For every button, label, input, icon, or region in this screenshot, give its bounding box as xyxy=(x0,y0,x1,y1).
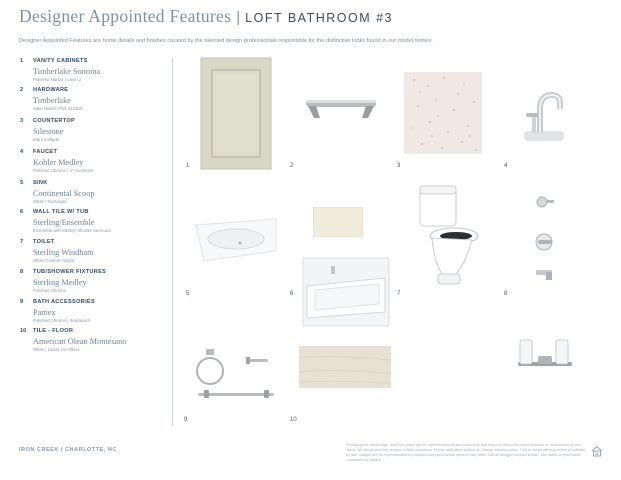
section-divider xyxy=(172,58,173,426)
feature-number: 2 xyxy=(20,87,24,93)
feature-brand: American Olean Montesano xyxy=(33,337,127,346)
feature-category: TOILET xyxy=(33,239,55,245)
product-number: 10 xyxy=(290,417,297,423)
feature-detail: White | Rectangle xyxy=(33,199,67,204)
feature-brand: Sterling/Ensemble xyxy=(33,218,95,227)
floor-tile-sample-image xyxy=(299,346,391,388)
countertop-sample-image xyxy=(404,72,482,154)
vanity-light-image xyxy=(514,336,576,376)
feature-detail: Polished Chrome | 4" Centerset xyxy=(33,168,94,173)
product-number: 2 xyxy=(290,163,294,169)
feature-number: 9 xyxy=(20,299,24,305)
footer-disclaimer: Photographs, renderings, and floor plans are for representational purposes only and may not reflect the exact features or dimensions of your home. All dimensions are subject to field conditions. Prices and offers subject to change without notice. This is not an offering where prohibited by law. Images are for representational purposes only and actual product may differ. Not all designs may be shown. See sales or price sales consultant for details. xyxy=(346,443,585,462)
product-number: 9 xyxy=(184,417,188,423)
feature-brand: Timberlake Sonoma xyxy=(33,67,101,76)
feature-category: TILE - FLOOR xyxy=(33,328,74,334)
wall-tile-sample-image xyxy=(313,207,363,237)
feature-number: 7 xyxy=(20,239,24,245)
title-separator: | xyxy=(236,9,241,26)
feature-category: TUB/SHOWER FIXTURES xyxy=(33,269,107,275)
feature-brand: Continental Scoop xyxy=(33,189,95,198)
feature-detail: Satin Nickel | Pull 42105N xyxy=(33,106,83,111)
feature-category: HARDWARE xyxy=(33,87,69,93)
feature-brand: Pamex xyxy=(33,308,56,317)
feature-detail: White Comfort Height xyxy=(33,258,75,263)
feature-brand: Silestone xyxy=(33,127,64,136)
hardware-pull-image xyxy=(300,94,382,124)
page-title: Designer Appointed Features xyxy=(19,6,232,26)
feature-category: FAUCET xyxy=(33,149,58,155)
feature-number: 5 xyxy=(20,180,24,186)
equal-housing-icon xyxy=(591,445,603,457)
feature-number: 1 xyxy=(20,58,24,64)
toilet-image xyxy=(412,182,482,292)
feature-category: BATH ACCESSORIES xyxy=(33,299,95,305)
product-number: 4 xyxy=(504,163,508,169)
feature-number: 8 xyxy=(20,269,24,275)
feature-number: 4 xyxy=(20,149,24,155)
product-number: 1 xyxy=(186,163,190,169)
product-number: 8 xyxy=(504,291,508,297)
footer-community: IRON CREEK | CHARLOTTE, NC xyxy=(19,447,117,453)
sink-image xyxy=(190,215,282,265)
feature-detail: White | 12x30 1/2 Offset xyxy=(33,347,79,352)
feature-detail: Polished Chrome | Sea Beach xyxy=(33,318,91,323)
bathtub-image xyxy=(301,256,391,328)
bath-accessories-image xyxy=(190,345,280,405)
product-number: 5 xyxy=(186,291,190,297)
feature-number: 10 xyxy=(20,328,27,334)
shower-fixtures-image xyxy=(530,192,560,284)
feature-number: 3 xyxy=(20,118,24,124)
feature-number: 6 xyxy=(20,209,24,215)
feature-brand: Sterling Windham xyxy=(33,248,94,257)
faucet-image xyxy=(516,79,571,147)
product-number: 7 xyxy=(397,291,401,297)
product-number: 3 xyxy=(397,163,401,169)
feature-category: WALL TILE W/ TUB xyxy=(33,209,89,215)
feature-brand: Kohler Medley xyxy=(33,158,84,167)
feature-detail: Polished Chrome xyxy=(33,288,66,293)
page-header xyxy=(19,6,393,32)
feature-category: COUNTERTOP xyxy=(33,118,76,124)
feature-category: VANITY CABINETS xyxy=(33,58,88,64)
page-description: Designer Appointed Features are home details and finishes curated by the talented design professionals responsible for the distinctive looks found in our model homes. xyxy=(19,38,433,44)
feature-brand: Timberlake xyxy=(33,96,71,105)
page-subtitle: LOFT BATHROOM #3 xyxy=(245,11,394,25)
feature-category: SINK xyxy=(33,180,48,186)
feature-brand: Sterling Medley xyxy=(33,278,87,287)
feature-detail: Ensemble with Medley Shower Surround xyxy=(33,228,111,233)
product-number: 6 xyxy=(290,291,294,297)
vanity-cabinet-image xyxy=(200,57,272,170)
feature-detail: Polished Harbor | Level 2 xyxy=(33,77,82,82)
feature-detail: Blanco Maple xyxy=(33,137,60,142)
